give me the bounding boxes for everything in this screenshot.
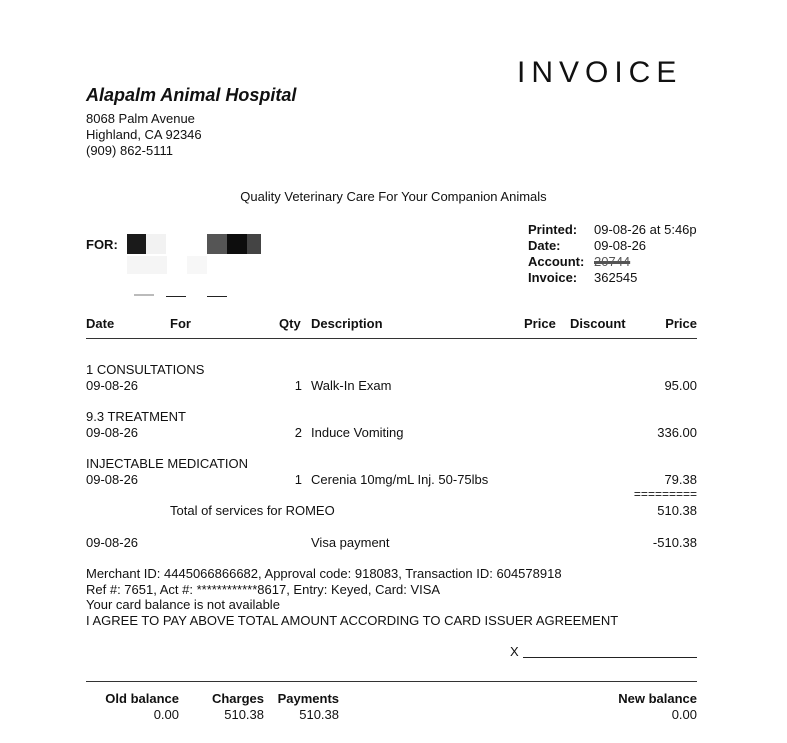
col-description: Description — [311, 316, 383, 331]
charges-label: Charges — [211, 691, 264, 706]
payment-notes — [86, 566, 618, 628]
double-rule: ========= — [633, 487, 697, 501]
header-rule — [86, 338, 697, 339]
account-label: Account: — [528, 254, 585, 269]
signature-x: X — [510, 644, 519, 659]
item-date: 09-08-26 — [86, 472, 139, 487]
item-qty: 2 — [294, 425, 302, 440]
charges-value: 510.38 — [224, 707, 264, 722]
address-line-1: 8068 Palm Avenue — [86, 111, 195, 126]
section-heading: 9.3 TREATMENT — [86, 409, 186, 424]
old-balance-label: Old balance — [105, 691, 179, 706]
item-amount: 336.00 — [657, 425, 697, 440]
col-discount: Discount — [570, 316, 626, 331]
payment-date: 09-08-26 — [86, 535, 139, 550]
item-qty: 1 — [294, 472, 302, 487]
new-balance-value: 0.00 — [671, 707, 697, 722]
total-label: Total of services for ROMEO — [170, 503, 335, 518]
item-date: 09-08-26 — [86, 425, 139, 440]
invoice-meta — [528, 222, 697, 286]
address-line-2: Highland, CA 92346 — [86, 127, 202, 142]
item-description: Induce Vomiting — [311, 425, 404, 440]
balance-rule — [86, 681, 697, 682]
new-balance-label: New balance — [618, 691, 697, 706]
clinic-name: Alapalm Animal Hospital — [86, 85, 297, 105]
col-total-price: Price — [665, 316, 697, 331]
signature-line — [523, 657, 697, 658]
item-description: Walk-In Exam — [311, 378, 392, 393]
card-balance-line: Your card balance is not available — [86, 597, 280, 612]
tagline: Quality Veterinary Care For Your Companion Animals — [240, 189, 547, 204]
payments-value: 510.38 — [299, 707, 339, 722]
payments-label: Payments — [277, 691, 339, 706]
col-date: Date — [86, 316, 115, 331]
invoice-number-value: 362545 — [594, 270, 638, 285]
clinic-address — [86, 111, 202, 159]
invoice-number-label: Invoice: — [528, 270, 578, 285]
ref-line: Ref #: 7651, Act #: ************8617, Entry: Keyed, Card: VISA — [86, 581, 441, 597]
item-date: 09-08-26 — [86, 378, 139, 393]
payment-description: Visa payment — [311, 535, 390, 550]
old-balance-value: 0.00 — [153, 707, 179, 722]
col-price: Price — [524, 316, 556, 331]
col-for: For — [170, 316, 191, 331]
merchant-line: Merchant ID: 4445066866682, Approval code: 918083, Transaction ID: 604578918 — [86, 566, 562, 581]
date-label: Date: — [528, 238, 561, 253]
for-label: FOR: — [86, 237, 118, 252]
item-qty: 1 — [294, 378, 302, 393]
clinic-phone: (909) 862-5111 — [86, 143, 173, 158]
agreement-line: I AGREE TO PAY ABOVE TOTAL AMOUNT ACCORDING TO CARD ISSUER AGREEMENT — [86, 612, 619, 628]
item-amount: 95.00 — [664, 378, 697, 393]
total-amount: 510.38 — [657, 503, 697, 518]
payment-amount: -510.38 — [652, 535, 697, 550]
item-amount: 79.38 — [664, 472, 697, 487]
invoice-title: INVOICE — [517, 56, 683, 89]
section-heading: INJECTABLE MEDICATION — [86, 456, 249, 471]
section-heading: 1 CONSULTATIONS — [86, 362, 205, 377]
item-description: Cerenia 10mg/mL Inj. 50-75lbs — [311, 472, 489, 487]
printed-label: Printed: — [528, 222, 578, 237]
account-value: 20744 — [594, 254, 631, 269]
col-qty: Qty — [279, 316, 301, 331]
printed-value: 09-08-26 at 5:46p — [594, 222, 697, 237]
date-value: 09-08-26 — [594, 238, 647, 253]
